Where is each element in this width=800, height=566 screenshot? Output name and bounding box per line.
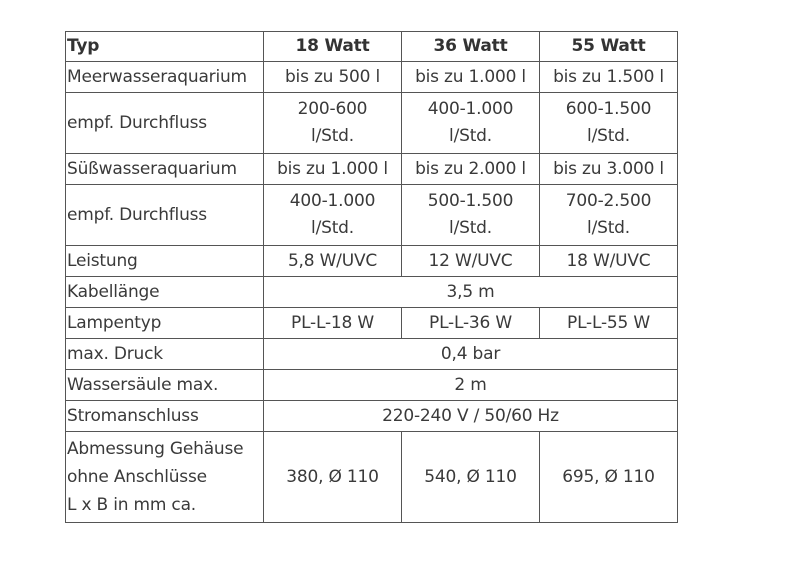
spec-table xyxy=(65,31,678,523)
row-label: max. Druck xyxy=(66,339,264,370)
cell-line: 600-1.500 xyxy=(565,99,652,119)
header-row xyxy=(66,32,678,62)
row-label: Meerwasseraquarium xyxy=(66,62,264,93)
cell-18w: bis zu 1.000 l xyxy=(264,154,402,185)
label-line: Abmessung Gehäuse xyxy=(67,439,244,459)
cell-merged: 2 m xyxy=(264,370,678,401)
row-label: Stromanschluss xyxy=(66,401,264,432)
row-leistung xyxy=(66,246,678,277)
cell-55w: 695, Ø 110 xyxy=(540,432,678,523)
cell-36w xyxy=(402,185,540,246)
cell-line: l/Std. xyxy=(587,126,630,146)
cell-line: l/Std. xyxy=(311,218,354,238)
cell-line: l/Std. xyxy=(449,126,492,146)
cell-18w: bis zu 500 l xyxy=(264,62,402,93)
cell-line: 400-1.000 xyxy=(427,99,514,119)
row-meerwasseraquarium xyxy=(66,62,678,93)
cell-55w xyxy=(540,185,678,246)
row-lampentyp xyxy=(66,308,678,339)
cell-line: l/Std. xyxy=(311,126,354,146)
cell-18w xyxy=(264,93,402,154)
row-label: Leistung xyxy=(66,246,264,277)
cell-line: 200-600 xyxy=(297,99,368,119)
cell-18w: PL-L-18 W xyxy=(264,308,402,339)
cell-36w: bis zu 2.000 l xyxy=(402,154,540,185)
cell-18w: 380, Ø 110 xyxy=(264,432,402,523)
cell-line: l/Std. xyxy=(449,218,492,238)
row-durchfluss-meerwasser xyxy=(66,93,678,154)
row-abmessung xyxy=(66,432,678,523)
cell-line: 500-1.500 xyxy=(427,191,514,211)
row-label: empf. Durchfluss xyxy=(66,93,264,154)
row-max-druck xyxy=(66,339,678,370)
cell-55w: bis zu 3.000 l xyxy=(540,154,678,185)
cell-36w: 12 W/UVC xyxy=(402,246,540,277)
cell-line: 700-2.500 xyxy=(565,191,652,211)
cell-merged: 3,5 m xyxy=(264,277,678,308)
cell-55w: PL-L-55 W xyxy=(540,308,678,339)
cell-36w xyxy=(402,93,540,154)
row-label: Lampentyp xyxy=(66,308,264,339)
header-36-watt: 36 Watt xyxy=(402,32,540,62)
cell-36w: PL-L-36 W xyxy=(402,308,540,339)
label-line: ohne Anschlüsse xyxy=(67,467,207,487)
row-wassersaeule xyxy=(66,370,678,401)
header-typ: Typ xyxy=(66,32,264,62)
label-line: L x B in mm ca. xyxy=(67,495,196,515)
cell-line: l/Std. xyxy=(587,218,630,238)
cell-36w: 540, Ø 110 xyxy=(402,432,540,523)
row-label: Süßwasseraquarium xyxy=(66,154,264,185)
cell-55w: bis zu 1.500 l xyxy=(540,62,678,93)
cell-merged: 0,4 bar xyxy=(264,339,678,370)
row-label: Kabellänge xyxy=(66,277,264,308)
row-label xyxy=(66,432,264,523)
row-suesswasseraquarium xyxy=(66,154,678,185)
cell-line: 400-1.000 xyxy=(289,191,376,211)
row-stromanschluss xyxy=(66,401,678,432)
cell-36w: bis zu 1.000 l xyxy=(402,62,540,93)
header-18-watt: 18 Watt xyxy=(264,32,402,62)
header-55-watt: 55 Watt xyxy=(540,32,678,62)
cell-55w xyxy=(540,93,678,154)
cell-18w: 5,8 W/UVC xyxy=(264,246,402,277)
row-kabellaenge xyxy=(66,277,678,308)
cell-55w: 18 W/UVC xyxy=(540,246,678,277)
row-durchfluss-suesswasser xyxy=(66,185,678,246)
row-label: Wassersäule max. xyxy=(66,370,264,401)
cell-18w xyxy=(264,185,402,246)
cell-merged: 220-240 V / 50/60 Hz xyxy=(264,401,678,432)
row-label: empf. Durchfluss xyxy=(66,185,264,246)
